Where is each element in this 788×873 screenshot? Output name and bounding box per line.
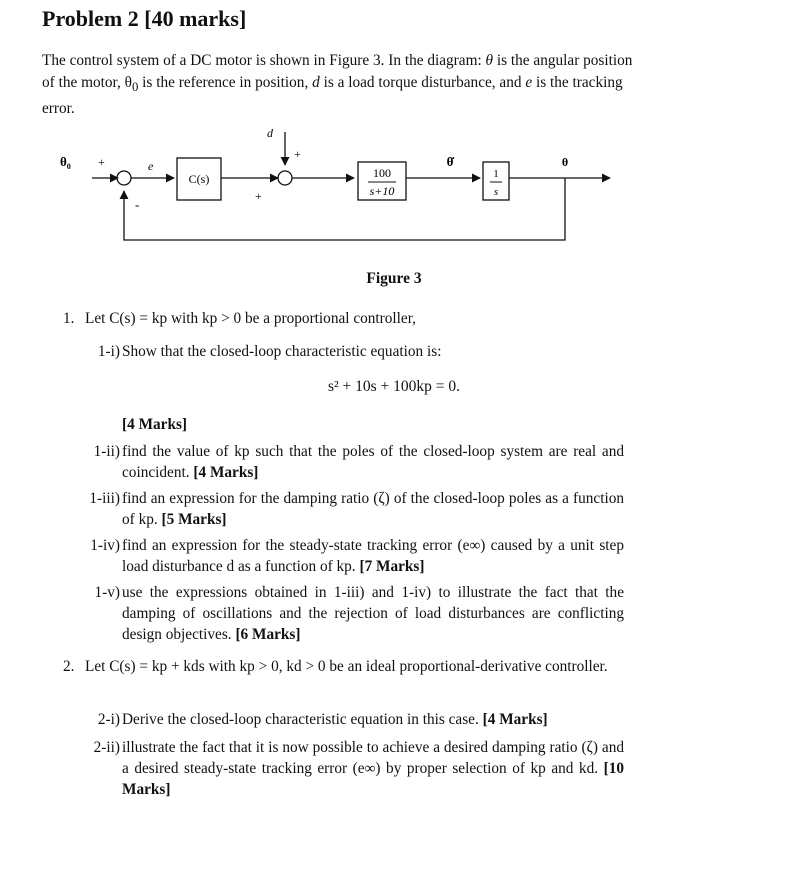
question-2-number: 2. (63, 658, 75, 675)
q2-i-body (122, 709, 624, 730)
summing-junction-2 (278, 171, 292, 185)
q1-iii-label: 1-iii) (89, 490, 120, 507)
q2-ii-text: illustrate the fact that it is now possible to achieve a desired damping ratio (ζ) and a desired steady-state tracking error (e∞) by proper selection of kp and kd. (122, 739, 624, 777)
problem-title: Problem 2 [40 marks] (42, 6, 247, 31)
question-1-iv (80, 535, 625, 579)
disturbance-label: d (267, 126, 273, 140)
intro-text-1: The control system of a DC motor is shown in Figure 3. In the diagram: (42, 52, 486, 69)
q1-i-marks: [4 Marks] (122, 416, 187, 433)
error-label: e (148, 159, 154, 173)
q1-i-text: Show that the closed-loop characteristic equation is: (122, 343, 442, 360)
intro-theta-sub: 0 (131, 80, 139, 95)
q1-ii-text: find the value of kp such that the poles of the closed-loop system are real and coincident. (122, 443, 624, 481)
plant-numerator: 100 (373, 166, 391, 180)
q1-iii-text: find an expression for the damping ratio (ζ) of the closed-loop poles as a function of kp. (122, 490, 624, 528)
minus-sign-feedback: - (135, 197, 140, 212)
plus-sign-disturbance: + (294, 147, 301, 161)
q1-iv-label: 1-iv) (90, 537, 120, 554)
question-1 (0, 308, 788, 330)
velocity-label: θ̇ (446, 154, 454, 169)
q1-i-label: 1-i) (97, 343, 120, 360)
intro-text-3: is the reference in position, (138, 74, 313, 91)
q1-ii-marks: [4 Marks] (193, 464, 259, 481)
q1-iv-marks: [7 Marks] (359, 558, 425, 575)
q1-ii-label: 1-ii) (93, 443, 120, 460)
intro-d: d (312, 74, 320, 91)
q1-v-text: use the expressions obtained in 1-iii) and 1-iv) to illustrate the fact that the damping of oscillations and the rejection of load disturbances are conflicting design objectives. (122, 584, 624, 643)
intro-e: e (525, 74, 533, 91)
question-2-text: Let C(s) = kp + kds with kp > 0, kd > 0 be an ideal proportional-derivative controller. (85, 658, 608, 675)
problem-intro (42, 50, 637, 120)
q1-iii-marks: [5 Marks] (161, 511, 227, 528)
intro-theta: θ (485, 52, 494, 69)
q1-iv-text: find an expression for the steady-state tracking error (e∞) caused by a unit step load disturbance d as a function of kp. (122, 537, 624, 575)
intro-text-5: is the tracking error. (42, 74, 623, 118)
feedback-path (124, 178, 565, 240)
question-1-number: 1. (63, 310, 75, 327)
question-1-v (80, 582, 625, 648)
integrator-denominator: s (493, 186, 499, 198)
plant-denominator: s+10 (369, 184, 395, 198)
summing-junction-1 (117, 171, 131, 185)
block-diagram (40, 120, 680, 260)
controller-label: C(s) (188, 172, 210, 186)
intro-text-2: is the angular position of the motor, θ (42, 52, 633, 91)
q1-ii-body (122, 441, 624, 483)
plus-sign-controller: + (255, 189, 262, 203)
question-1-ii (80, 441, 625, 485)
question-1-iii (80, 488, 625, 532)
q2-ii-marks: [10 Marks] (122, 760, 624, 798)
question-1-text: Let C(s) = kp with kp > 0 be a proportional controller, (85, 310, 417, 327)
question-2 (0, 656, 788, 700)
intro-text-4: is a load torque disturbance, and (319, 74, 526, 91)
output-theta-label: θ (561, 155, 569, 169)
integrator-numerator: 1 (493, 168, 499, 180)
q2-i-marks: [4 Marks] (482, 711, 548, 728)
q1-v-label: 1-v) (94, 584, 120, 601)
q1-iii-body (122, 488, 624, 530)
q2-i-label: 2-i) (97, 711, 120, 728)
question-2-i (80, 709, 625, 731)
q1-v-marks: [6 Marks] (235, 626, 301, 643)
q2-ii-label: 2-ii) (93, 739, 120, 756)
q2-i-text: Derive the closed-loop characteristic equation in this case. (122, 711, 479, 728)
characteristic-equation: s² + 10s + 100kp = 0. (327, 378, 461, 395)
plus-sign-ref: + (98, 155, 105, 169)
question-2-ii (80, 737, 625, 803)
question-1-i (80, 341, 625, 363)
theta0-label: $\theta_0$ (60, 154, 71, 171)
q1-iv-body (122, 535, 624, 577)
q1-v-body (122, 582, 624, 645)
figure-caption: Figure 3 (366, 270, 422, 287)
q2-ii-body (122, 737, 624, 800)
